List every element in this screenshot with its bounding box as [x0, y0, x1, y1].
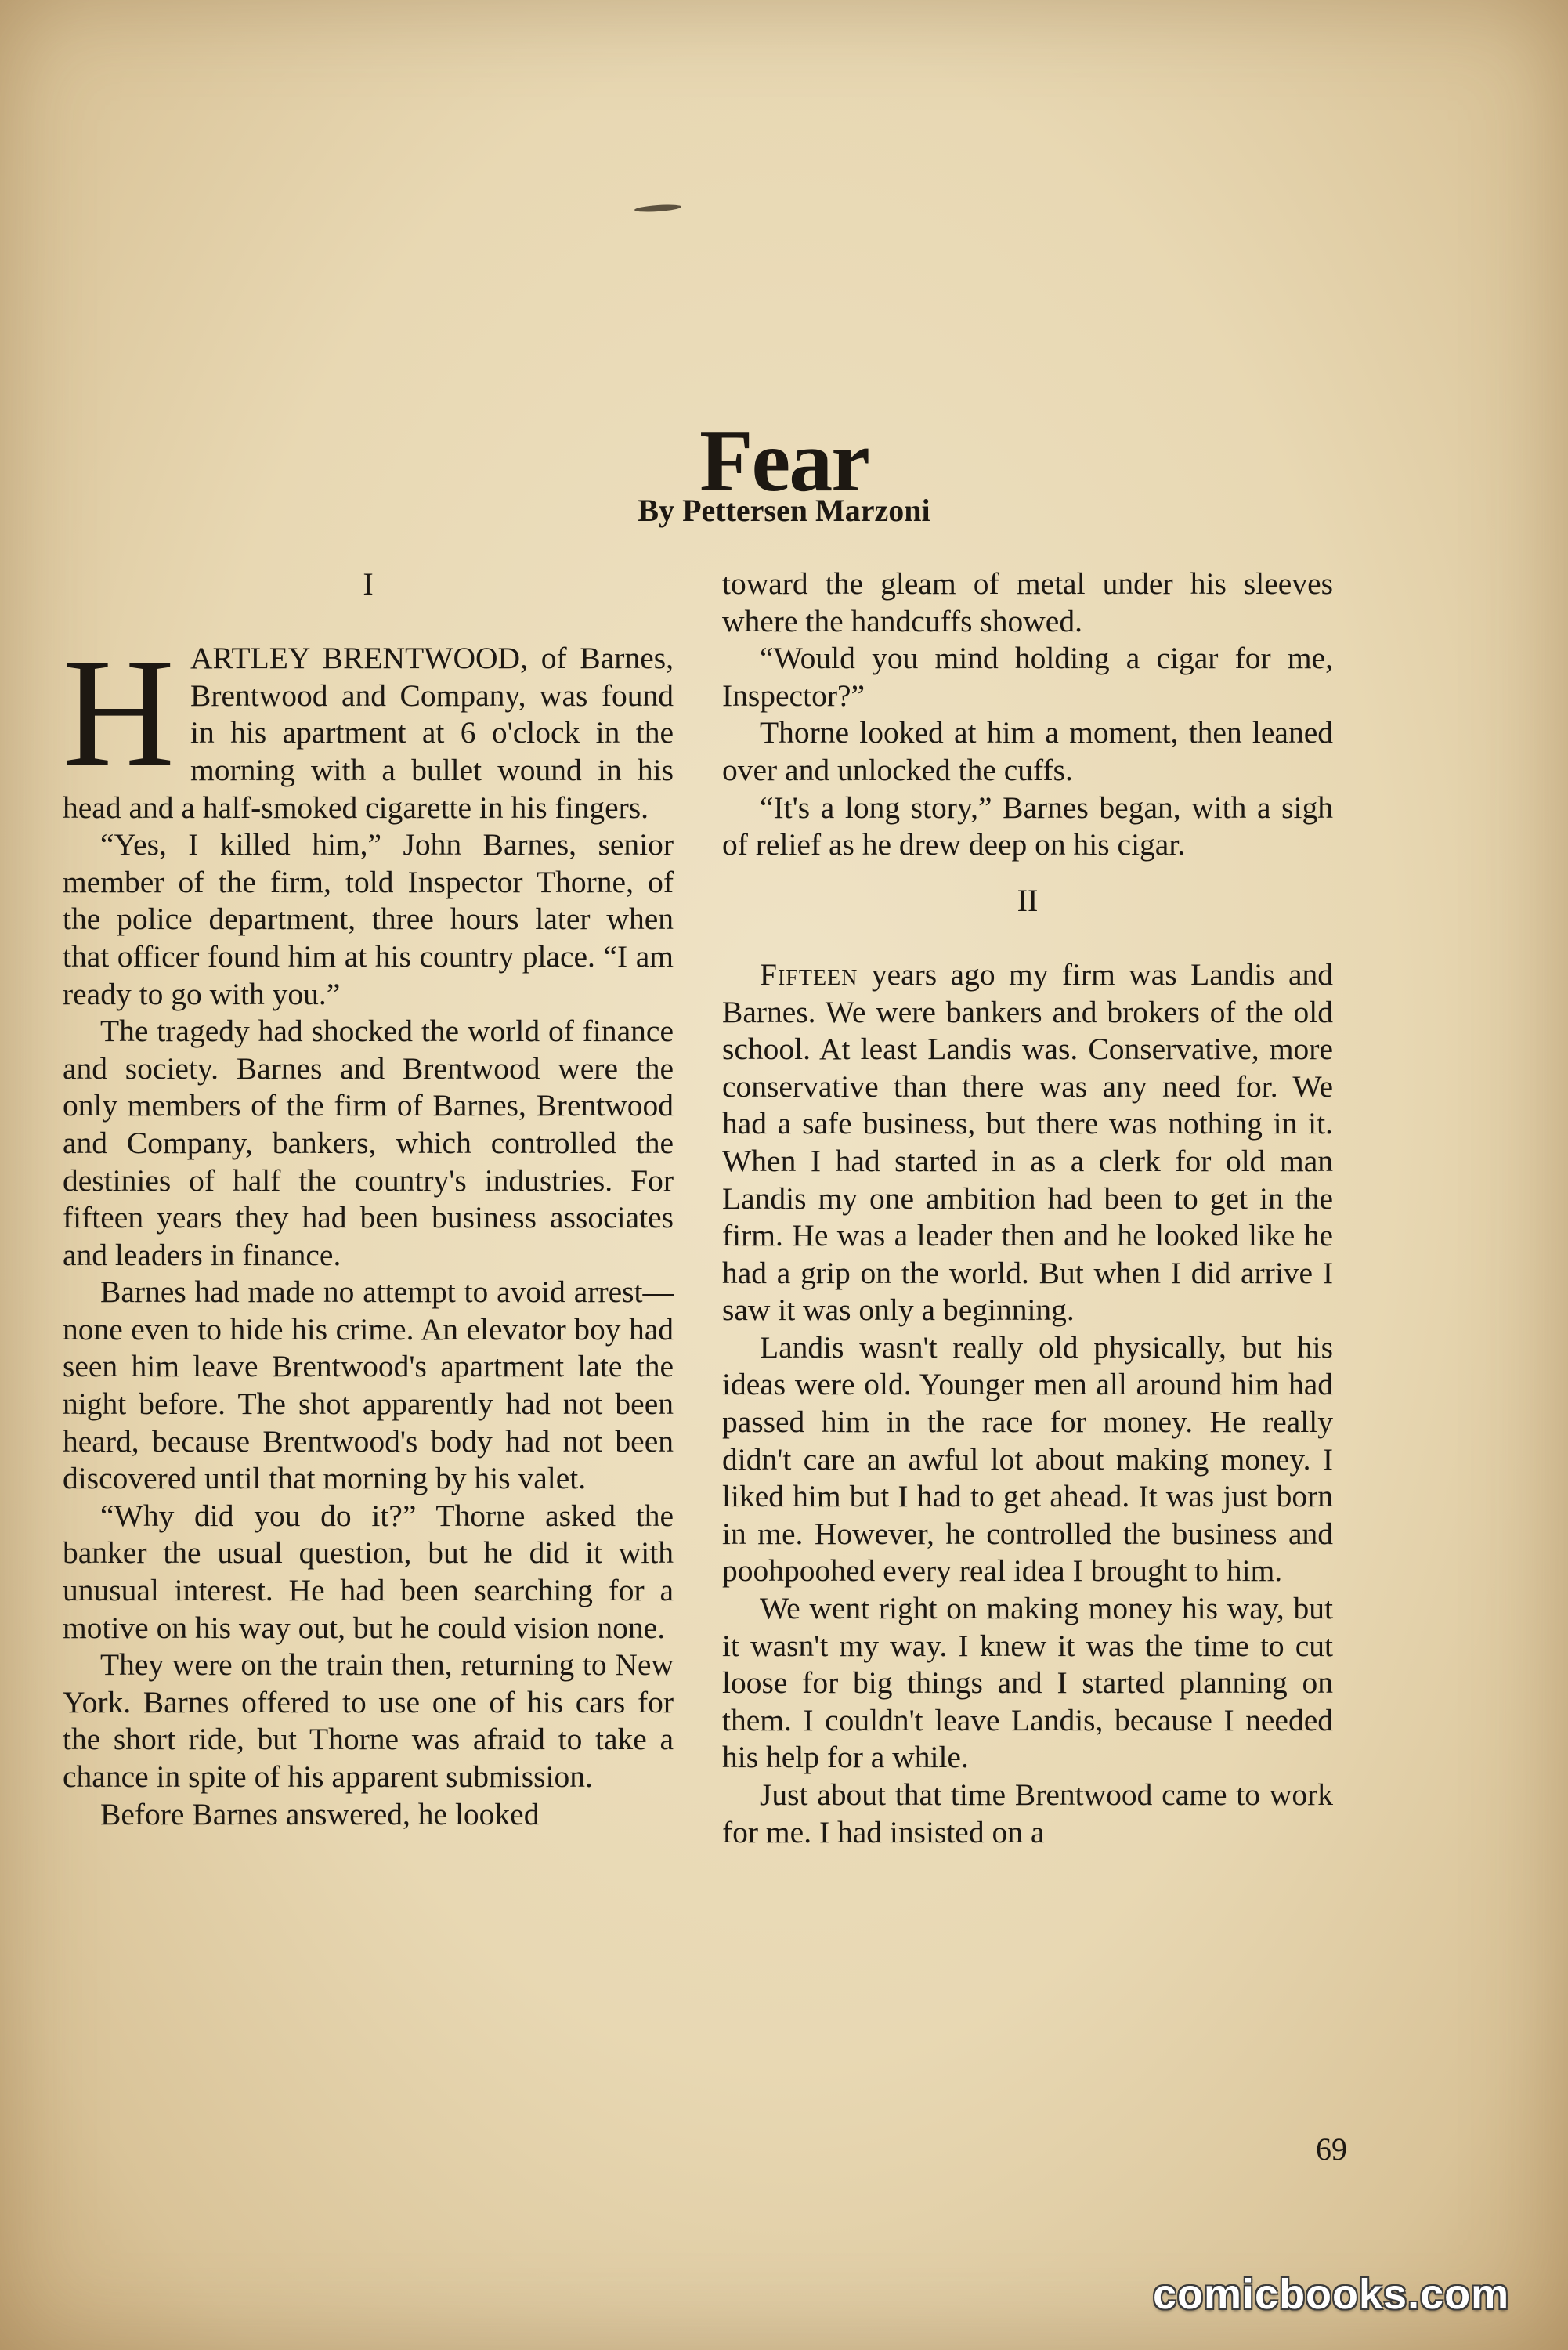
decorative-ornament: [634, 204, 681, 213]
paragraph-13: Landis wasn't really old physically, but his ideas were old. Younger men all around him had passed him in the race for money. He really didn't care an awful lot about making money. I liked him but I had to get ahead. It was just born in me. However, he controlled the business and poohpoohed every real idea I brought to him.: [722, 1329, 1333, 1589]
paragraph-6: They were on the train then, returning to New York. Barnes offered to use one of his cars for the short ride, but Thorne was afraid to take a chance in spite of his apparent submission.: [63, 1647, 674, 1794]
paragraph-12-text: years ago my firm was Landis and Barnes. We were bankers and brokers of the old school. At least Landis was. Conservative, more conservative than there was any need for. We had a safe business, but there was nothing in it. When I had started in as a clerk for old man Landis my one ambition had been to get in the firm. He was a leader then and he looked like he had a grip on the world. But when I did arrive I saw it was only a beginning.: [722, 956, 1334, 1328]
right-column: [722, 566, 1333, 1851]
paragraph-12: [722, 956, 1333, 1329]
watermark: comicbooks.com: [1153, 2271, 1510, 2318]
drop-cap: H: [63, 627, 175, 799]
paragraph-1-text: ARTLEY BRENTWOOD, of Barnes, Brentwood and Company, was found in his apartment at 6 o'clock in the morning with a bullet wound in his head and a half-smoked cigarette in his fingers.: [63, 641, 674, 825]
paragraph-3: The tragedy had shocked the world of finance and society. Barnes and Brentwood were the only members of the firm of Barnes, Brentwood and Company, bankers, which controlled the destinies of half the country's industries. For fifteen years they had been business associates and leaders in finance.: [63, 1014, 674, 1272]
paragraph-1: [63, 627, 674, 826]
paragraph-8: toward the gleam of metal under his sleeves where the handcuffs showed.: [722, 566, 1333, 638]
paragraph-11: “It's a long story,” Barnes began, with a sigh of relief as he drew deep on his cigar.: [722, 790, 1333, 862]
article-title: Fear: [699, 413, 869, 511]
page-number: 69: [1316, 2131, 1347, 2167]
article-byline: By Pettersen Marzoni: [638, 493, 930, 528]
left-column: [63, 566, 674, 1833]
paragraph-7: Before Barnes answered, he looked: [100, 1796, 540, 1831]
section-number-1: I: [363, 566, 374, 602]
paragraph-5: “Why did you do it?” Thorne asked the banker the usual question, but he did it with unusual interest. He had been searching for a motive on his way out, but he could vision none.: [63, 1498, 674, 1645]
paragraph-15: Just about that time Brentwood came to work for me. I had insisted on a: [722, 1777, 1333, 1849]
paragraph-9: “Would you mind holding a cigar for me, Inspector?”: [722, 641, 1333, 713]
paragraph-4: Barnes had made no attempt to avoid arrest—none even to hide his crime. An elevator boy had seen him leave Brentwood's apartment late the night before. The shot apparently had not been heard, because Brentwood's body had not been discovered until that morning by his valet.: [63, 1274, 674, 1496]
paragraph-14: We went right on making money his way, but it wasn't my way. I knew it was the time to cut loose for big things and I started planning on them. I couldn't leave Landis, because I needed his help for a while.: [722, 1591, 1333, 1775]
paragraph-10: Thorne looked at him a moment, then leaned over and unlocked the cuffs.: [722, 715, 1333, 787]
paragraph-2: “Yes, I killed him,” John Barnes, senior member of the firm, told Inspector Thorne, of the police department, three hours later when that officer found him at his country place. “I am ready to go with you.”: [63, 827, 674, 1011]
section-number-2: II: [1017, 882, 1039, 918]
section-lead-word: Fifteen: [760, 956, 858, 992]
